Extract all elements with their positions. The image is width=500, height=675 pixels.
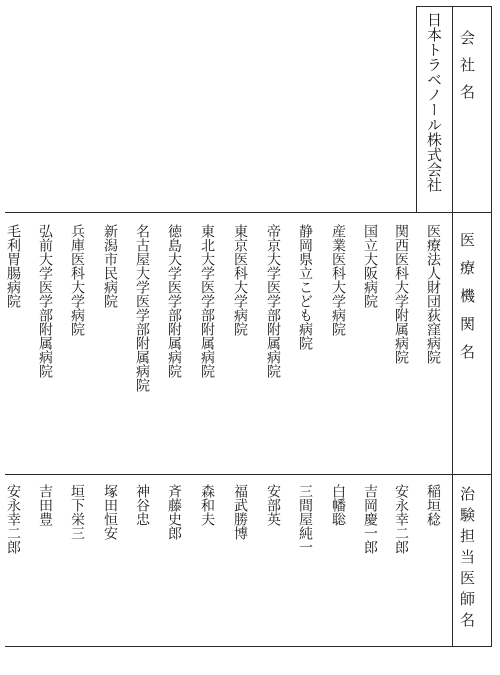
doctor-cell: 森和夫 [199,484,215,526]
hospital-cell: 名古屋大学医学部附属病院 [134,224,150,392]
doctor-cell: 吉岡慶一郎 [362,484,378,554]
hospital-cell: 徳島大学医学部附属病院 [166,224,182,378]
hospital-cell: 毛利胃腸病院 [5,224,21,308]
doctor-cell: 垣下栄三 [69,484,85,540]
hospital-cell: 国立大阪病院 [362,224,378,308]
header-divider [452,6,453,646]
doctor-cell: 安永幸二郎 [393,484,409,554]
doctor-cell: 稲垣稔 [425,484,441,526]
hospital-cell: 帝京大学医学部附属病院 [265,224,281,378]
table-top-border [416,6,492,7]
hospital-cell: 医療法人財団荻窪病院 [425,224,441,364]
company-bottom-border [5,212,492,213]
doctor-cell: 三間屋純一 [297,484,313,554]
doctor-cell: 福武勝博 [232,484,248,540]
doctor-cell: 白幡聡 [330,484,346,526]
doctor-cell: 神谷忠 [134,484,150,526]
hospital-cell: 東北大学医学部附属病院 [199,224,215,378]
header-company: 会社名 [458,30,476,111]
table-bottom-border [5,646,492,647]
header-doctor: 治験担当医師名 [458,486,476,633]
hospital-cell: 産業医科大学病院 [330,224,346,336]
hospital-cell: 新潟市民病院 [102,224,118,308]
table-right-border [491,6,492,646]
doctor-cell: 斉藤史郎 [166,484,182,540]
hospital-cell: 東京医科大学病院 [232,224,248,336]
doctor-section-divider [5,474,492,475]
doctor-cell: 安永幸二郎 [5,484,21,554]
hospital-cell: 静岡県立こども病院 [297,224,313,350]
hospital-cell: 関西医科大学附属病院 [393,224,409,364]
hospital-cell: 兵庫医科大学病院 [69,224,85,336]
doctor-cell: 吉田豊 [37,484,53,526]
company-name: 日本トラベノール株式会社 [425,12,443,192]
doctor-cell: 塚田恒安 [102,484,118,540]
header-hospital: 医療機関名 [458,232,476,372]
doctor-cell: 安部英 [265,484,281,526]
hospital-cell: 弘前大学医学部附属病院 [37,224,53,378]
company-column-border [416,6,417,212]
